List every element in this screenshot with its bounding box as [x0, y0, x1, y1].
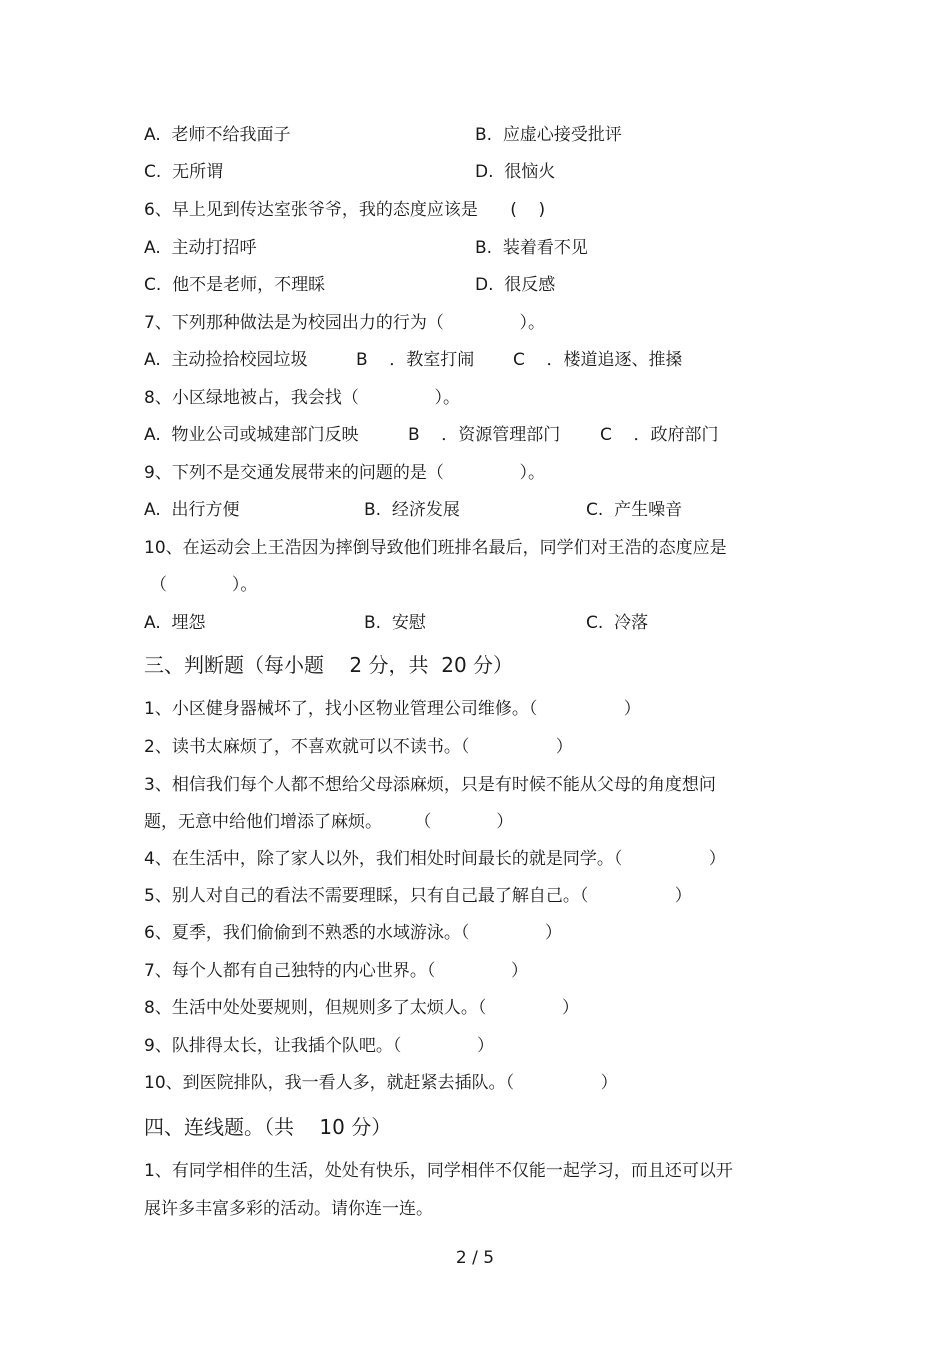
q5-option-b: B. 应虚心接受批评: [475, 125, 622, 145]
q8-option-b: B ．资源管理部门: [408, 425, 561, 445]
q10-stem-line2: （ ）。: [150, 575, 258, 595]
q7-option-c: C ．楼道追逐、推搡: [513, 350, 683, 370]
q10-option-b: B. 安慰: [364, 613, 426, 633]
q6-option-d: D. 很反感: [475, 275, 556, 295]
q7-option-a: A. 主动捡拾校园垃圾: [144, 350, 308, 370]
q5-option-a: A. 老师不给我面子: [144, 125, 291, 145]
section3-item: 3、相信我们每个人都不想给父母添麻烦，只是有时候不能从父母的角度想问: [144, 775, 716, 795]
section3-item: 9、队排得太长，让我插个队吧。（ ）: [144, 1036, 494, 1056]
q9-option-c: C. 产生噪音: [586, 500, 683, 520]
q7-stem: 7、下列那种做法是为校园出力的行为（ ）。: [144, 313, 545, 333]
q8-option-c: C ．政府部门: [600, 425, 719, 445]
q9-stem: 9、下列不是交通发展带来的问题的是（ ）。: [144, 463, 545, 483]
q6-option-c: C. 他不是老师，不理睬: [144, 275, 326, 295]
q9-option-a: A. 出行方便: [144, 500, 240, 520]
section3-item: 5、别人对自己的看法不需要理睬，只有自己最了解自己。（ ）: [144, 886, 692, 906]
q8-stem: 8、小区绿地被占，我会找（ ）。: [144, 388, 460, 408]
q5-option-d: D. 很恼火: [475, 162, 556, 182]
section3-item: 7、每个人都有自己独特的内心世界。（ ）: [144, 961, 528, 981]
section3-item: 8、生活中处处要规则，但规则多了太烦人。（ ）: [144, 998, 579, 1018]
section3-item: 10、到医院排队，我一看人多，就赶紧去插队。（ ）: [144, 1073, 618, 1093]
section4-q1-line2: 展许多丰富多彩的活动。请你连一连。: [144, 1199, 433, 1219]
q10-option-c: C. 冷落: [586, 613, 649, 633]
section3-item: 4、在生活中，除了家人以外，我们相处时间最长的就是同学。（ ）: [144, 849, 726, 869]
page-number: 2 / 5: [455, 1248, 495, 1268]
q10-option-a: A. 埋怨: [144, 613, 206, 633]
q8-option-a: A. 物业公司或城建部门反映: [144, 425, 359, 445]
q6-stem: 6、早上见到传达室张爷爷，我的态度应该是 ( ): [144, 200, 546, 220]
q5-option-c: C. 无所谓: [144, 162, 224, 182]
section3-title: 三、判断题（每小题 2 分，共 20 分）: [144, 653, 514, 677]
section3-item: 6、夏季，我们偷偷到不熟悉的水域游泳。（ ）: [144, 923, 562, 943]
q7-option-b: B ．教室打闹: [356, 350, 475, 370]
q10-stem-line1: 10、在运动会上王浩因为摔倒导致他们班排名最后，同学们对王浩的态度应是: [144, 538, 727, 558]
section3-item: 题，无意中给他们增添了麻烦。 （ ）: [144, 812, 514, 832]
section4-title: 四、连线题。（共 10 分）: [144, 1115, 392, 1139]
section3-item: 1、小区健身器械坏了，找小区物业管理公司维修。（ ）: [144, 699, 641, 719]
section3-item: 2、读书太麻烦了，不喜欢就可以不读书。（ ）: [144, 737, 573, 757]
section4-q1-line1: 1、有同学相伴的生活，处处有快乐，同学相伴不仅能一起学习，而且还可以开: [144, 1161, 733, 1181]
q9-option-b: B. 经济发展: [364, 500, 460, 520]
q6-option-a: A. 主动打招呼: [144, 238, 257, 258]
q6-option-b: B. 装着看不见: [475, 238, 588, 258]
